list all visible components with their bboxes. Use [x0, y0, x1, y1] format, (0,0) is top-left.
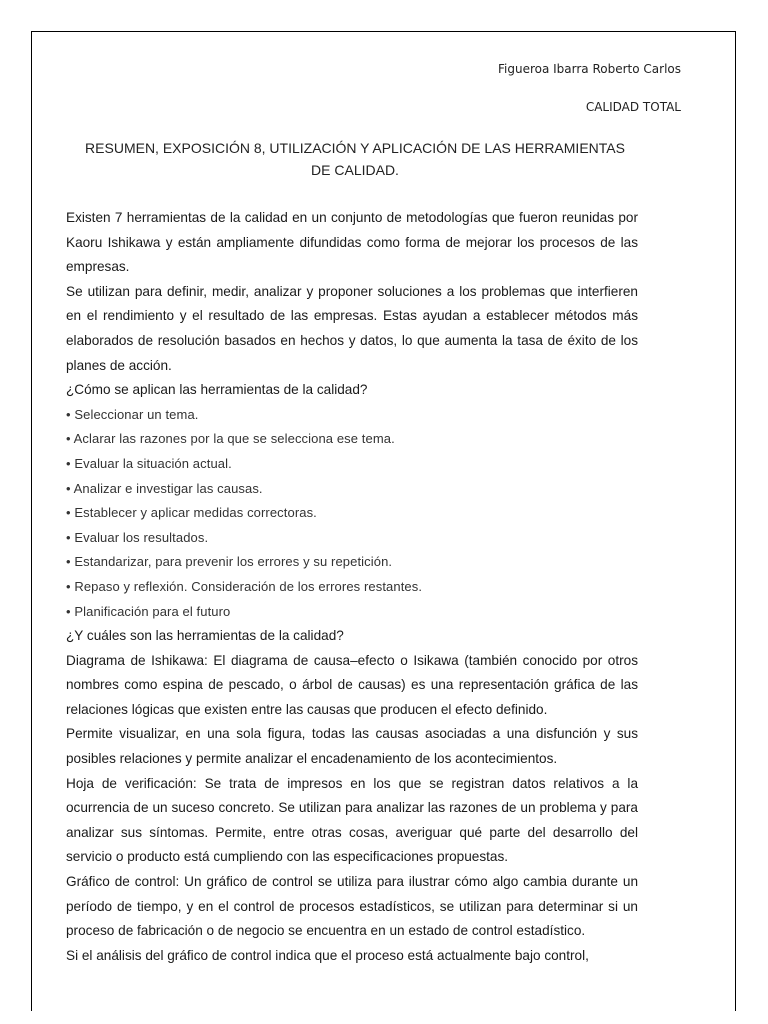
course-name: CALIDAD TOTAL — [585, 100, 681, 114]
bullet-item: • Repaso y reflexión. Consideración de los errores restantes. — [66, 578, 423, 594]
title-line-1: RESUMEN, EXPOSICIÓN 8, UTILIZACIÓN Y APLICACIÓN DE LAS HERRAMIENTAS — [85, 140, 625, 156]
paragraph: Existen 7 herramientas de la calidad en un conjunto de metodologías que fueron reunidas por Kaoru Ishikawa y están ampliamente difundidas como forma de mejorar los procesos de las empresas. — [66, 210, 638, 275]
document-body — [66, 206, 638, 968]
paragraph: Hoja de verificación: Se trata de impresos en los que se registran datos relativos a la ocurrencia de un suceso concreto. Se utilizan para analizar las razones de un problema y para analizar sus síntomas. Permite, entre otras cosas, averiguar qué parte del desarrollo del servicio o producto está cumpliendo con las especificaciones propuestas. — [66, 775, 638, 865]
bullet-item: • Analizar e investigar las causas. — [66, 480, 263, 496]
bullet-item: • Evaluar la situación actual. — [66, 455, 232, 471]
document-title — [70, 137, 640, 181]
question-heading: ¿Cómo se aplican las herramientas de la calidad? — [66, 382, 368, 398]
paragraph: Permite visualizar, en una sola figura, todas las causas asociadas a una disfunción y sus posibles relaciones y permite analizar el encadenamiento de los acontecimientos. — [66, 726, 638, 767]
bullet-item: • Evaluar los resultados. — [66, 529, 209, 545]
paragraph: Gráfico de control: Un gráfico de control se utiliza para ilustrar cómo algo cambia durante un período de tiempo, y en el control de procesos estadísticos, se utilizan para determinar si un proceso de fabricación o de negocio se encuentra en un estado de control estadístico. — [66, 874, 638, 939]
bullet-item: • Establecer y aplicar medidas correctoras. — [66, 505, 317, 521]
bullet-item: • Seleccionar un tema. — [66, 406, 199, 422]
paragraph: Se utilizan para definir, medir, analizar y proponer soluciones a los problemas que interfieren en el rendimiento y el resultado de las empresas. Estas ayudan a establecer métodos más elaborados de resolución basados en hechos y datos, lo que aumenta la tasa de éxito de los planes de acción. — [66, 283, 638, 373]
bullet-item: • Aclarar las razones por la que se selecciona ese tema. — [66, 431, 395, 447]
bullet-item: • Planificación para el futuro — [66, 603, 231, 619]
paragraph: Diagrama de Ishikawa: El diagrama de causa–efecto o Isikawa (también conocido por otros nombres como espina de pescado, o árbol de causas) es una representación gráfica de las relaciones lógicas que existen entre las causas que producen el efecto definido. — [66, 652, 638, 717]
question-heading: ¿Y cuáles son las herramientas de la calidad? — [66, 628, 344, 644]
paragraph: Si el análisis del gráfico de control indica que el proceso está actualmente bajo control, — [66, 947, 589, 963]
author-name: Figueroa Ibarra Roberto Carlos — [497, 62, 681, 76]
bullet-item: • Estandarizar, para prevenir los errores y su repetición. — [66, 554, 393, 570]
title-line-2: DE CALIDAD. — [311, 162, 399, 178]
